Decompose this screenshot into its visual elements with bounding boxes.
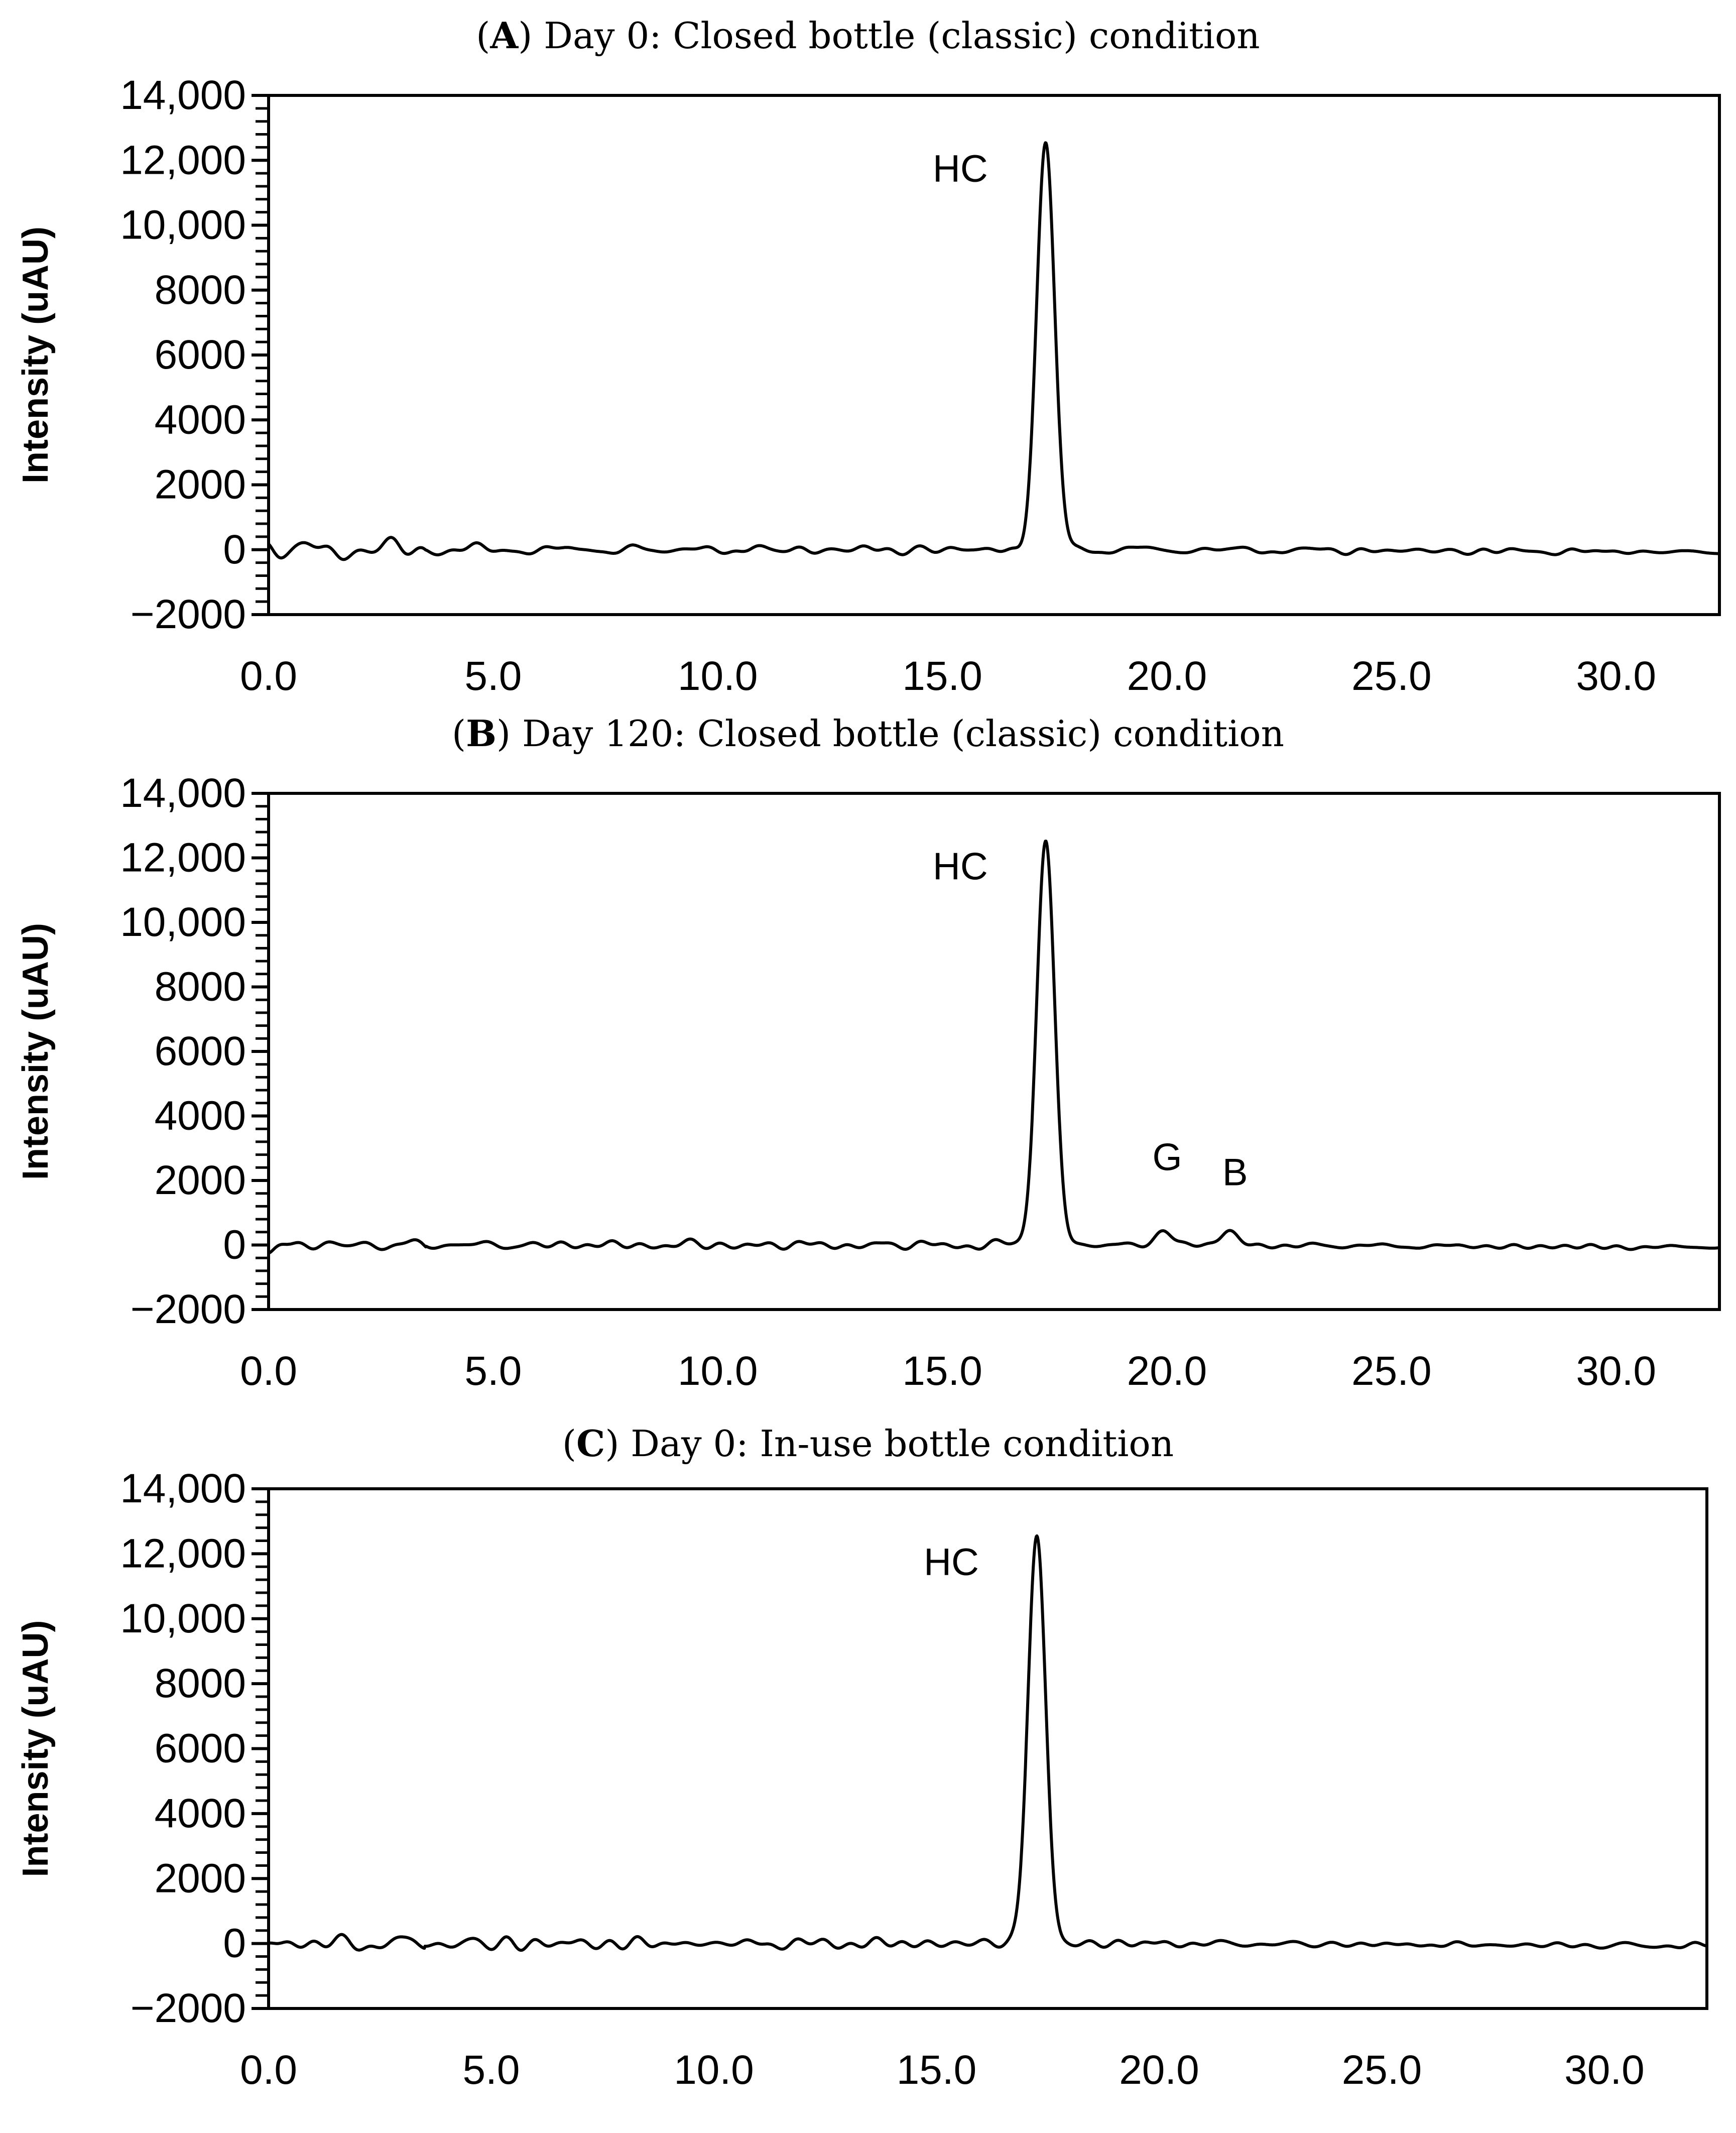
- x-tick-label: 20.0: [1127, 653, 1207, 699]
- x-tick-label: 25.0: [1351, 1348, 1432, 1394]
- y-tick-label: −2000: [130, 1985, 246, 2031]
- y-tick-label: 0: [223, 526, 246, 572]
- y-tick-label: 14,000: [120, 72, 246, 118]
- x-tick-label: 10.0: [674, 2047, 754, 2093]
- y-tick-label: −2000: [130, 591, 246, 637]
- chromatogram-trace: [269, 1536, 1707, 1950]
- x-tick-label: 15.0: [902, 653, 982, 699]
- y-tick-label: 6000: [154, 1725, 246, 1771]
- peak-label-hc: HC: [924, 1541, 979, 1584]
- x-tick-label: 0.0: [240, 653, 297, 699]
- y-tick-label: 2000: [154, 1157, 246, 1203]
- y-tick-label: 12,000: [120, 137, 246, 183]
- y-tick-label: 14,000: [120, 770, 246, 816]
- x-tick-label: 15.0: [896, 2047, 977, 2093]
- x-tick-label: 5.0: [464, 1348, 522, 1394]
- y-tick-label: 6000: [154, 1028, 246, 1074]
- y-tick-label: 0: [223, 1222, 246, 1268]
- peak-label-b: B: [1222, 1151, 1248, 1194]
- panel-title: (C) Day 0: In-use bottle condition: [562, 1422, 1174, 1465]
- y-axis-label: Intensity (uAU): [16, 923, 56, 1180]
- x-tick-label: 30.0: [1564, 2047, 1645, 2093]
- x-tick-label: 20.0: [1127, 1348, 1207, 1394]
- y-tick-label: 2000: [154, 461, 246, 508]
- y-tick-label: 8000: [154, 1661, 246, 1707]
- x-tick-label: 20.0: [1119, 2047, 1199, 2093]
- y-tick-label: 14,000: [120, 1466, 246, 1511]
- y-axis-label: Intensity (uAU): [16, 1620, 56, 1877]
- plot-frame: [269, 1489, 1707, 2008]
- y-tick-label: 12,000: [120, 835, 246, 881]
- x-tick-label: 30.0: [1576, 1348, 1657, 1394]
- y-tick-label: 2000: [154, 1855, 246, 1902]
- y-tick-label: 12,000: [120, 1530, 246, 1577]
- x-tick-label: 10.0: [677, 1348, 758, 1394]
- peak-label-hc: HC: [933, 845, 988, 888]
- x-tick-label: 5.0: [464, 653, 522, 699]
- y-tick-label: 4000: [154, 397, 246, 443]
- y-tick-label: 0: [223, 1920, 246, 1966]
- y-tick-label: 8000: [154, 267, 246, 313]
- y-tick-label: 4000: [154, 1093, 246, 1139]
- x-tick-label: 25.0: [1341, 2047, 1422, 2093]
- y-tick-label: 10,000: [120, 899, 246, 945]
- y-axis-label: Intensity (uAU): [16, 226, 56, 484]
- panel-title: (B) Day 120: Closed bottle (classic) condition: [452, 712, 1284, 755]
- y-tick-label: 6000: [154, 332, 246, 378]
- x-tick-label: 30.0: [1576, 653, 1657, 699]
- y-tick-label: −2000: [130, 1286, 246, 1332]
- x-tick-label: 0.0: [240, 2047, 297, 2093]
- x-tick-label: 15.0: [902, 1348, 982, 1394]
- panel-title: (A) Day 0: Closed bottle (classic) condition: [476, 14, 1260, 57]
- y-tick-label: 4000: [154, 1790, 246, 1836]
- x-tick-label: 10.0: [677, 653, 758, 699]
- x-tick-label: 25.0: [1351, 653, 1432, 699]
- x-tick-label: 0.0: [240, 1348, 297, 1394]
- x-tick-label: 5.0: [462, 2047, 520, 2093]
- y-tick-label: 10,000: [120, 1595, 246, 1641]
- peak-label-g: G: [1152, 1136, 1182, 1179]
- y-tick-label: 8000: [154, 964, 246, 1010]
- y-tick-label: 10,000: [120, 202, 246, 248]
- peak-label-hc: HC: [933, 147, 988, 190]
